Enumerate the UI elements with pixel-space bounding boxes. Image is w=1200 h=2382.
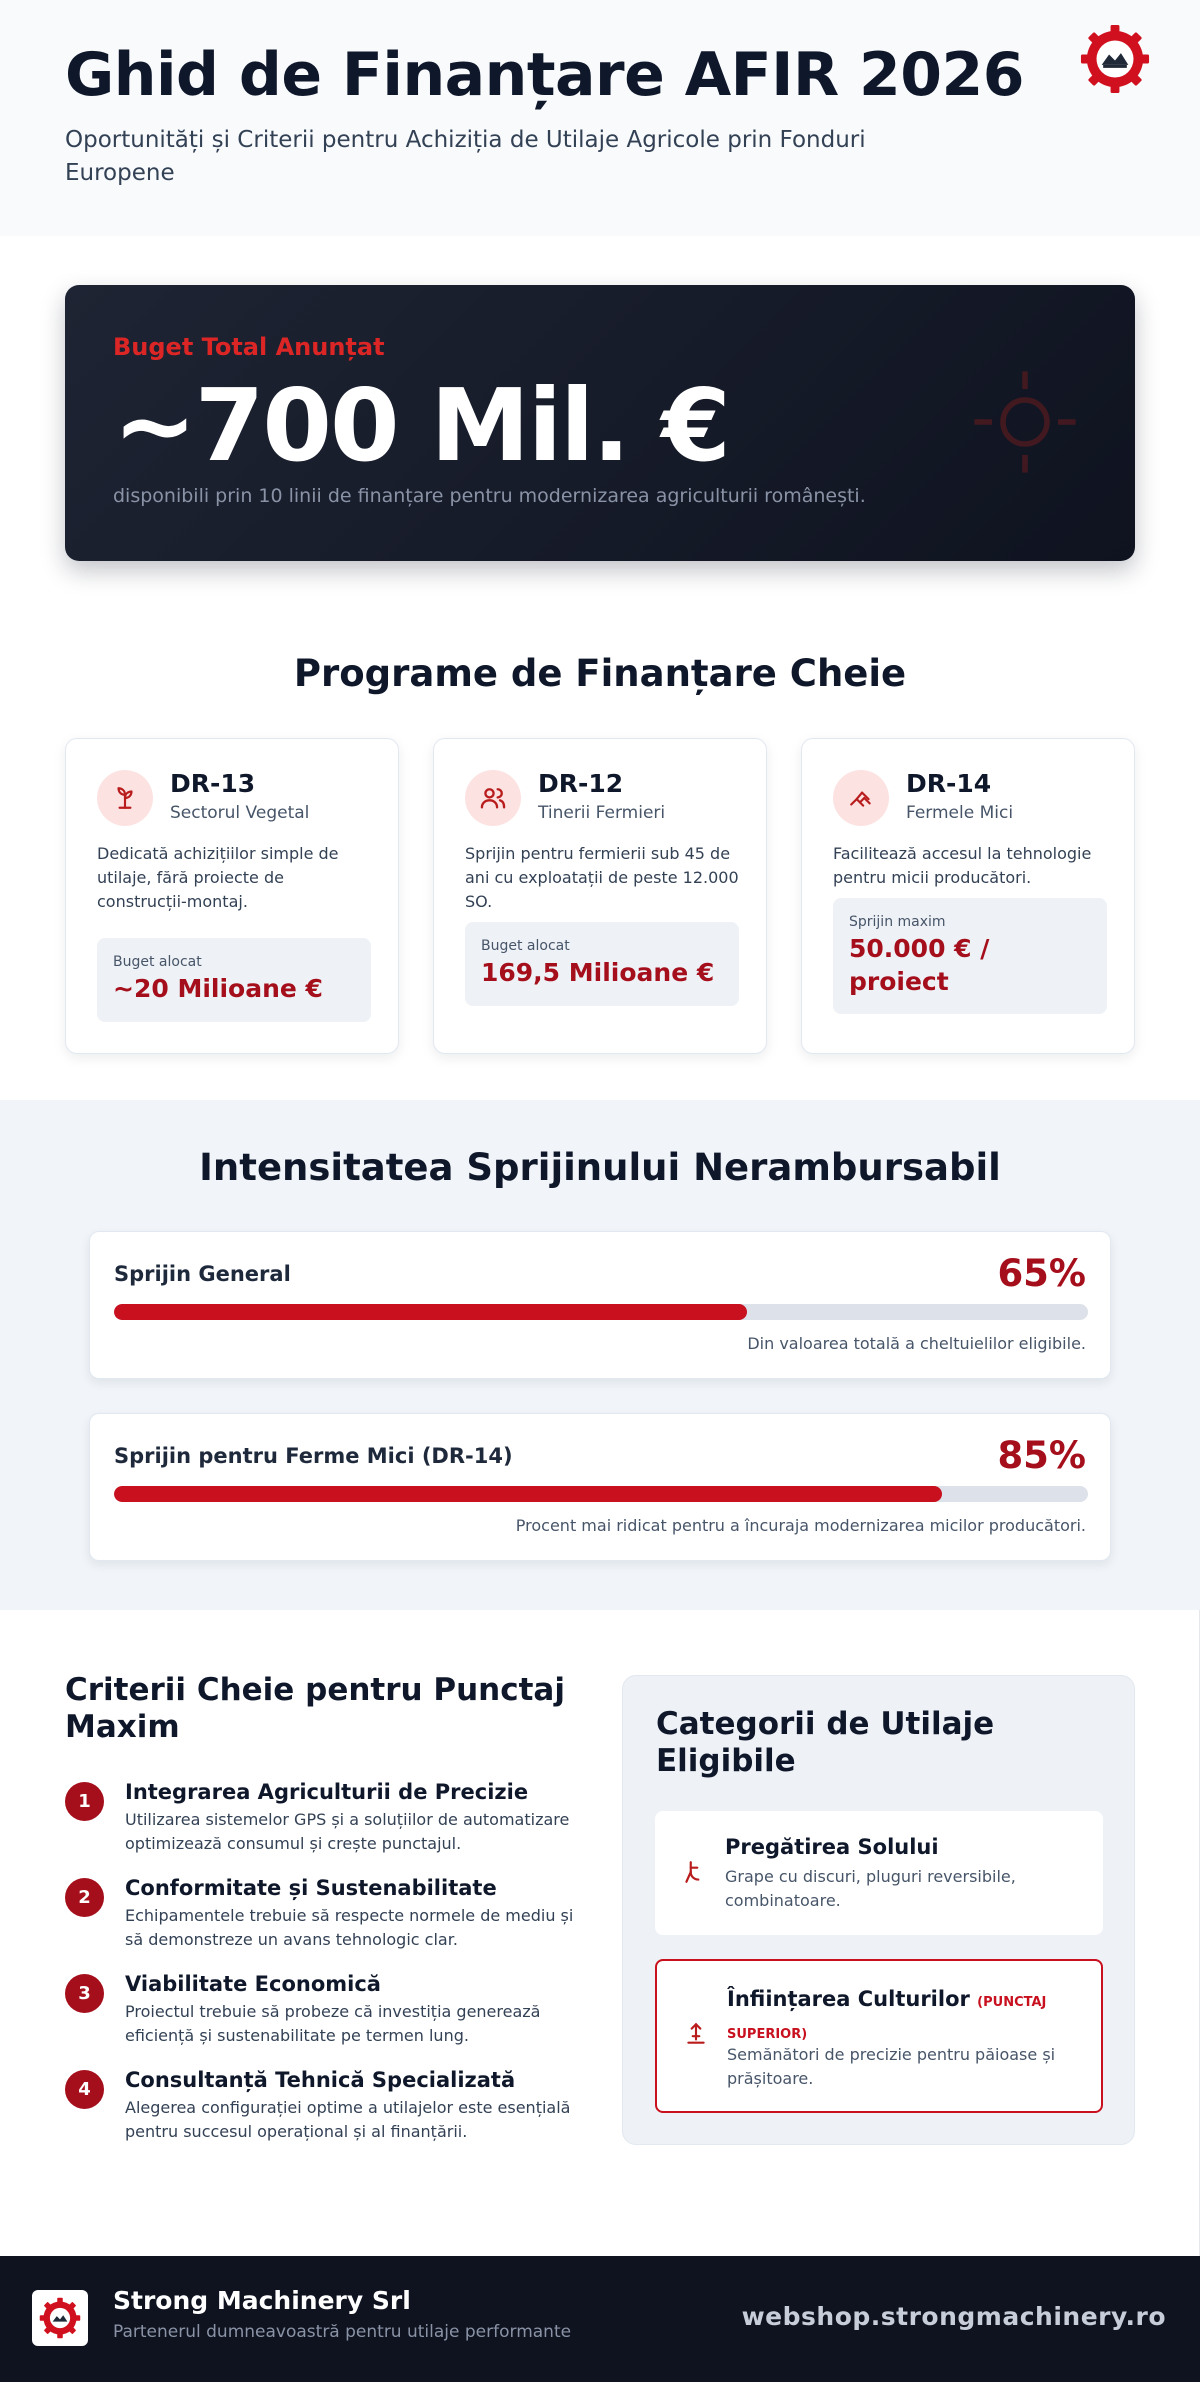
program-support-box (833, 898, 1107, 1014)
program-description: Dedicată achizițiilor simple de utilaje, fără proiecte de construcții-montaj. (97, 844, 339, 911)
seeder-icon (683, 2021, 709, 2047)
program-box-value: ~20 Milioane € (113, 974, 323, 1003)
intensity-card-small-farms (89, 1413, 1111, 1561)
programs-title: Programe de Finanțare Cheie (293, 652, 907, 695)
progress-track (114, 1304, 1088, 1320)
progress-fill (114, 1486, 942, 1502)
footer-logo-icon[interactable] (32, 2290, 88, 2346)
intensity-note: Din valoarea totală a cheltuielilor eligibile. (747, 1334, 1086, 1353)
intensity-note: Procent mai ridicat pentru a încuraja modernizarea micilor producători. (515, 1516, 1086, 1535)
program-budget-box (97, 938, 371, 1022)
footer-company-name: Strong Machinery Srl (113, 2286, 411, 2315)
plow-icon (681, 1859, 707, 1885)
criteria-number-badge: 1 (65, 1782, 104, 1821)
budget-description: disponibili prin 10 linii de finanțare pentru modernizarea agriculturii românești. (113, 485, 866, 507)
criteria-text: Utilizarea sistemelor GPS și a soluțiilor de automatizare optimizează consumul și crește punctajul. (125, 1810, 570, 1853)
category-badge: (PUNCTAJ SUPERIOR) (727, 1995, 1047, 2042)
page-subtitle: Oportunități și Criterii pentru Achiziția de Utilaje Agricole prin Fonduri Europene (65, 127, 866, 186)
category-heading: Pregătirea Solului (725, 1835, 939, 1859)
program-code: DR-12 (538, 769, 624, 798)
footer-tagline: Partenerul dumneavoastră pentru utilaje performante (113, 2322, 572, 2342)
company-logo-icon[interactable] (1078, 22, 1152, 96)
program-box-label: Buget alocat (481, 938, 570, 954)
intensity-label: Sprijin pentru Ferme Mici (DR-14) (114, 1444, 513, 1468)
category-text: Semănători de precizie pentru păioase și prășitoare. (727, 2045, 1056, 2088)
program-subtitle: Fermele Mici (906, 803, 1014, 823)
footer-website-link[interactable]: webshop.strongmachinery.ro (741, 2302, 1166, 2331)
program-box-label: Buget alocat (113, 954, 202, 970)
footer (0, 2256, 1200, 2382)
handshake-icon (833, 770, 889, 826)
criteria-heading: Integrarea Agriculturii de Precizie (125, 1780, 529, 1804)
budget-value: ~700 Mil. € (113, 367, 729, 484)
budget-label: Buget Total Anunțat (113, 333, 385, 361)
criteria-text: Alegerea configurației optime a utilajelor este esențială pentru succesul operațional și al finanțării. (125, 2098, 571, 2141)
criteria-number-badge: 3 (65, 1974, 104, 2013)
criteria-heading: Viabilitate Economică (125, 1972, 381, 1996)
progress-fill (114, 1304, 747, 1320)
criteria-title: Criterii Cheie pentru Punctaj Maxim (65, 1672, 565, 1745)
category-card-soil[interactable] (655, 1811, 1103, 1935)
categories-title: Categorii de Utilaje Eligibile (656, 1706, 995, 1779)
program-box-value: 50.000 € / proiect (849, 934, 990, 996)
budget-card (65, 285, 1135, 561)
criteria-text: Proiectul trebuie să probeze că investiția generează eficiență și sustenabilitate pe termen lung. (125, 2002, 541, 2045)
criteria-text: Echipamentele trebuie să respecte normele de mediu și să demonstreze un avans tehnologic clar. (125, 1906, 574, 1949)
category-heading (727, 1985, 1087, 2049)
program-description: Sprijin pentru fermierii sub 45 de ani cu exploatații de peste 12.000 SO. (465, 844, 739, 911)
intensity-section (0, 1100, 1200, 1610)
page-header (0, 0, 1200, 236)
category-card-crops[interactable] (655, 1959, 1103, 2113)
program-code: DR-14 (906, 769, 992, 798)
intensity-percent: 85% (997, 1434, 1086, 1477)
criteria-number-badge: 4 (65, 2070, 104, 2109)
page-title: Ghid de Finanțare AFIR 2026 (65, 40, 1025, 110)
program-card-dr14[interactable] (801, 738, 1135, 1054)
program-box-value: 169,5 Milioane € (481, 958, 715, 987)
criteria-number-badge: 2 (65, 1878, 104, 1917)
intensity-percent: 65% (997, 1252, 1086, 1295)
program-description: Facilitează accesul la tehnologie pentru micii producători. (833, 844, 1092, 887)
category-text: Grape cu discuri, pluguri reversibile, combinatoare. (725, 1867, 1016, 1910)
criteria-heading: Conformitate și Sustenabilitate (125, 1876, 497, 1900)
categories-panel (622, 1675, 1135, 2145)
program-code: DR-13 (170, 769, 256, 798)
target-icon (970, 367, 1080, 477)
progress-track (114, 1486, 1088, 1502)
users-icon (465, 770, 521, 826)
program-card-dr13[interactable] (65, 738, 399, 1054)
category-heading-text: Înființarea Culturilor (727, 1987, 970, 2011)
intensity-title: Intensitatea Sprijinului Nerambursabil (199, 1146, 1001, 1189)
intensity-card-general (89, 1231, 1111, 1379)
sprout-icon (97, 770, 153, 826)
intensity-label: Sprijin General (114, 1262, 291, 1286)
program-card-dr12[interactable] (433, 738, 767, 1054)
program-budget-box (465, 922, 739, 1006)
program-box-label: Sprijin maxim (849, 914, 946, 930)
program-subtitle: Tinerii Fermieri (538, 803, 666, 823)
criteria-heading: Consultanță Tehnică Specializată (125, 2068, 516, 2092)
program-subtitle: Sectorul Vegetal (170, 803, 310, 823)
